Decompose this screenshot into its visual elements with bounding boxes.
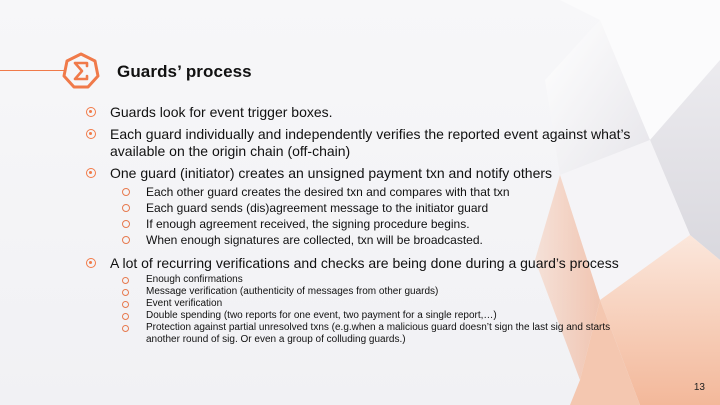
bullet-icon: [86, 129, 96, 139]
sub-bullet-item: [86, 200, 646, 216]
sub-bullet-icon: [122, 188, 130, 196]
sub-bullet-icon: [122, 289, 129, 296]
accent-line: [0, 70, 64, 71]
sub-bullet-item: [86, 216, 646, 232]
sub-bullet-text: Each other guard creates the desired txn and compares with that txn: [146, 185, 510, 199]
bullet-item: [86, 104, 646, 121]
sub-bullet-text: If enough agreement received, the signing procedure begins.: [146, 217, 470, 231]
sub-bullet-item: [86, 322, 646, 346]
sub-bullet-text: Event verification: [146, 298, 223, 309]
sub-bullet-text: Double spending (two reports for one event, two payment for a single report,…): [146, 310, 497, 321]
sub-bullet-icon: [122, 220, 130, 228]
sub-bullet-text: Protection against partial unresolved txns (e.g.when a malicious guard doesn’t sign the last sig and starts another round of sig. Or even a group of colluding guards.): [146, 322, 611, 345]
sub-bullet-text: Enough confirmations: [146, 274, 243, 285]
sub-bullet-text: Each guard sends (dis)agreement message to the initiator guard: [146, 201, 489, 215]
bullet-item: [86, 165, 646, 182]
page-number: 13: [693, 382, 705, 393]
sub-bullet-item: [86, 274, 646, 286]
bullet-text: One guard (initiator) creates an unsigned payment txn and notify others: [110, 165, 553, 181]
sub-bullet-icon: [122, 204, 130, 212]
bullet-icon: [86, 107, 96, 117]
bullet-icon: [86, 258, 96, 268]
sub-bullet-item: [86, 232, 646, 248]
sub-bullet-icon: [122, 236, 130, 244]
sub-bullet-list: [86, 184, 646, 248]
sub-bullet-icon: [122, 313, 129, 320]
sub-bullet-list: [86, 274, 646, 346]
sub-bullet-item: [86, 286, 646, 298]
bullet-list: [86, 104, 646, 346]
bullet-icon: [86, 168, 96, 178]
slide-title: Guards’ process: [117, 62, 252, 81]
sub-bullet-text: Message verification (authenticity of messages from other guards): [146, 286, 439, 297]
sub-bullet-icon: [122, 325, 129, 332]
sub-bullet-item: [86, 298, 646, 310]
bullet-text: Each guard individually and independently verifies the reported event against what’s available on the origin chain (off-chain): [110, 126, 631, 159]
sub-bullet-icon: [122, 277, 129, 284]
sub-bullet-item: [86, 184, 646, 200]
sub-bullet-icon: [122, 301, 129, 308]
bullet-text: Guards look for event trigger boxes.: [110, 104, 333, 120]
bullet-text: A lot of recurring verifications and checks are being done during a guard’s process: [110, 255, 619, 271]
bullet-item: [86, 255, 646, 272]
sub-bullet-item: [86, 310, 646, 322]
sub-bullet-text: When enough signatures are collected, txn will be broadcasted.: [146, 233, 483, 247]
sigma-hexagon-icon: [62, 52, 100, 90]
bullet-item: [86, 126, 646, 160]
